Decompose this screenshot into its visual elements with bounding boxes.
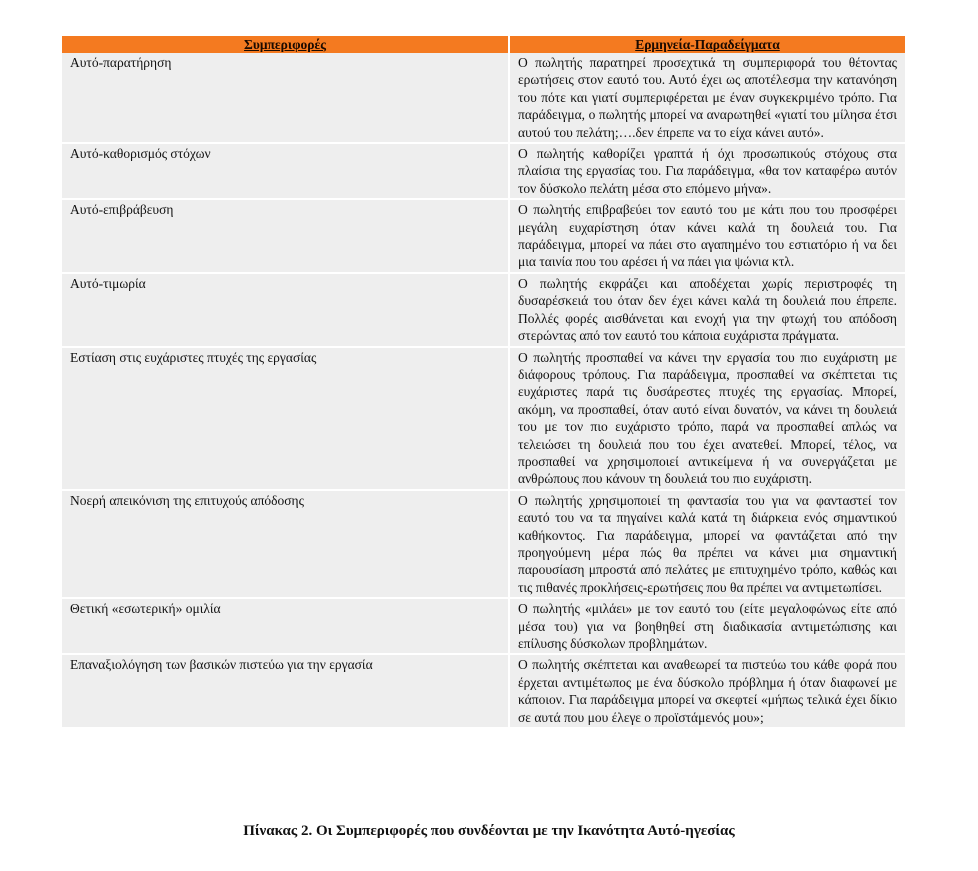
behavior-cell: Αυτό-τιμωρία: [62, 273, 509, 347]
header-interpretation-examples: Ερμηνεία-Παραδείγματα: [509, 36, 905, 53]
behavior-cell: Αυτό-παρατήρηση: [62, 53, 509, 143]
example-cell: Ο πωλητής καθορίζει γραπτά ή όχι προσωπικούς στόχους στα πλαίσια της εργασίας του. Για παράδειγμα, «θα τον καταφέρω αυτόν τον δύσκολο πελάτη μέσα στο επόμενο μήνα».: [509, 143, 905, 199]
table-row: [62, 654, 905, 728]
behavior-cell: Νοερή απεικόνιση της επιτυχούς απόδοσης: [62, 490, 509, 598]
behaviors-table: [62, 36, 905, 729]
behavior-cell: Αυτό-επιβράβευση: [62, 199, 509, 273]
table-row: [62, 53, 905, 143]
header-behaviors: Συμπεριφορές: [62, 36, 509, 53]
example-cell: Ο πωλητής επιβραβεύει τον εαυτό του με κάτι που του προσφέρει μεγάλη ευχαρίστηση όταν κάνει καλά τη δουλειά του. Για παράδειγμα, μπορεί να πάει στο αγαπημένο του εστιατόριο ή να δει μια ταινία που του αρέσει ή να πάει για ψώνια κτλ.: [509, 199, 905, 273]
example-cell: Ο πωλητής εκφράζει και αποδέχεται χωρίς περιστροφές τη δυσαρέσκειά του όταν δεν έχει κάνει καλά τη δουλειά που έπρεπε. Πολλές φορές αισθάνεται και ενοχή για την φτωχή του απόδοση στερώντας από τον εαυτό του κάποια ευχάριστα πράγματα.: [509, 273, 905, 347]
behavior-cell: Θετική «εσωτερική» ομιλία: [62, 598, 509, 654]
example-cell: Ο πωλητής σκέπτεται και αναθεωρεί τα πιστεύω του κάθε φορά που έρχεται αντιμέτωπος με ένα δύσκολο πρόβλημα ή όταν διαφωνεί με κάποιον. Για παράδειγμα μπορεί να σκεφτεί «μήπως τελικά έχει δίκιο σε αυτά που μου έλεγε ο προϊστάμενός μου»;: [509, 654, 905, 728]
behavior-cell: Αυτό-καθορισμός στόχων: [62, 143, 509, 199]
behaviors-table-container: [62, 36, 905, 729]
table-row: [62, 347, 905, 490]
example-cell: Ο πωλητής παρατηρεί προσεχτικά τη συμπεριφορά του θέτοντας ερωτήσεις στον εαυτό του. Αυτό έχει ως αποτέλεσμα την κατανόηση του πότε και γιατί συμπεριφέρεται με έναν συγκεκριμένο τρόπο. Για παράδειγμα, ο πωλητής μπορεί να αναρωτηθεί «γιατί του μίλησα έτσι αυτού του πελάτη;….δεν έπρεπε να το είχα κάνει αυτό».: [509, 53, 905, 143]
example-cell: Ο πωλητής «μιλάει» με τον εαυτό του (είτε μεγαλοφώνως είτε από μέσα του) για να βοηθηθεί στη διαδικασία αντιμετώπισης και επίλυσης δύσκολων προβλημάτων.: [509, 598, 905, 654]
behavior-cell: Εστίαση στις ευχάριστες πτυχές της εργασίας: [62, 347, 509, 490]
table-caption: Πίνακας 2. Οι Συμπεριφορές που συνδέονται με την Ικανότητα Αυτό-ηγεσίας: [243, 823, 735, 839]
table-header-row: [62, 36, 905, 53]
table-row: [62, 490, 905, 598]
behavior-cell: Επαναξιολόγηση των βασικών πιστεύω για την εργασία: [62, 654, 509, 728]
table-row: [62, 143, 905, 199]
table-row: [62, 598, 905, 654]
example-cell: Ο πωλητής προσπαθεί να κάνει την εργασία του πιο ευχάριστη με διάφορους τρόπους. Για παράδειγμα, προσπαθεί να σκέπτεται τις ευχάριστες παρά τις δυσάρεστες πτυχές της εργασίας. Μπορεί, ακόμη, να προσπαθεί, όταν αυτό είναι δυνατόν, να κάνει τη δουλειά του με τον πιο ευχάριστο τρόπο, παρά να προσπαθεί απλώς να τελειώσει τη δουλειά που του έχει ανατεθεί. Μπορεί, τέλος, να προσπαθεί να χρησιμοποιεί αντικείμενα ή να συνεργάζεται με ανθρώπους που κάνουν τη δουλειά του πιο ευχάριστη.: [509, 347, 905, 490]
table-row: [62, 199, 905, 273]
example-cell: Ο πωλητής χρησιμοποιεί τη φαντασία του για να φανταστεί τον εαυτό του να τα πηγαίνει καλά κατά τη διάρκεια ενός σημαντικού καθήκοντος. Για παράδειγμα, μπορεί να φαντάζεται από την προηγούμενη μέρα πώς θα πρέπει να κάνει μια σημαντική παρουσίαση μπροστά από πελάτες με επιτυχημένο τρόπο, καθώς και τις πιθανές προκλήσεις-ερωτήσεις που θα πρέπει να αντιμετωπίσει.: [509, 490, 905, 598]
table-row: [62, 273, 905, 347]
